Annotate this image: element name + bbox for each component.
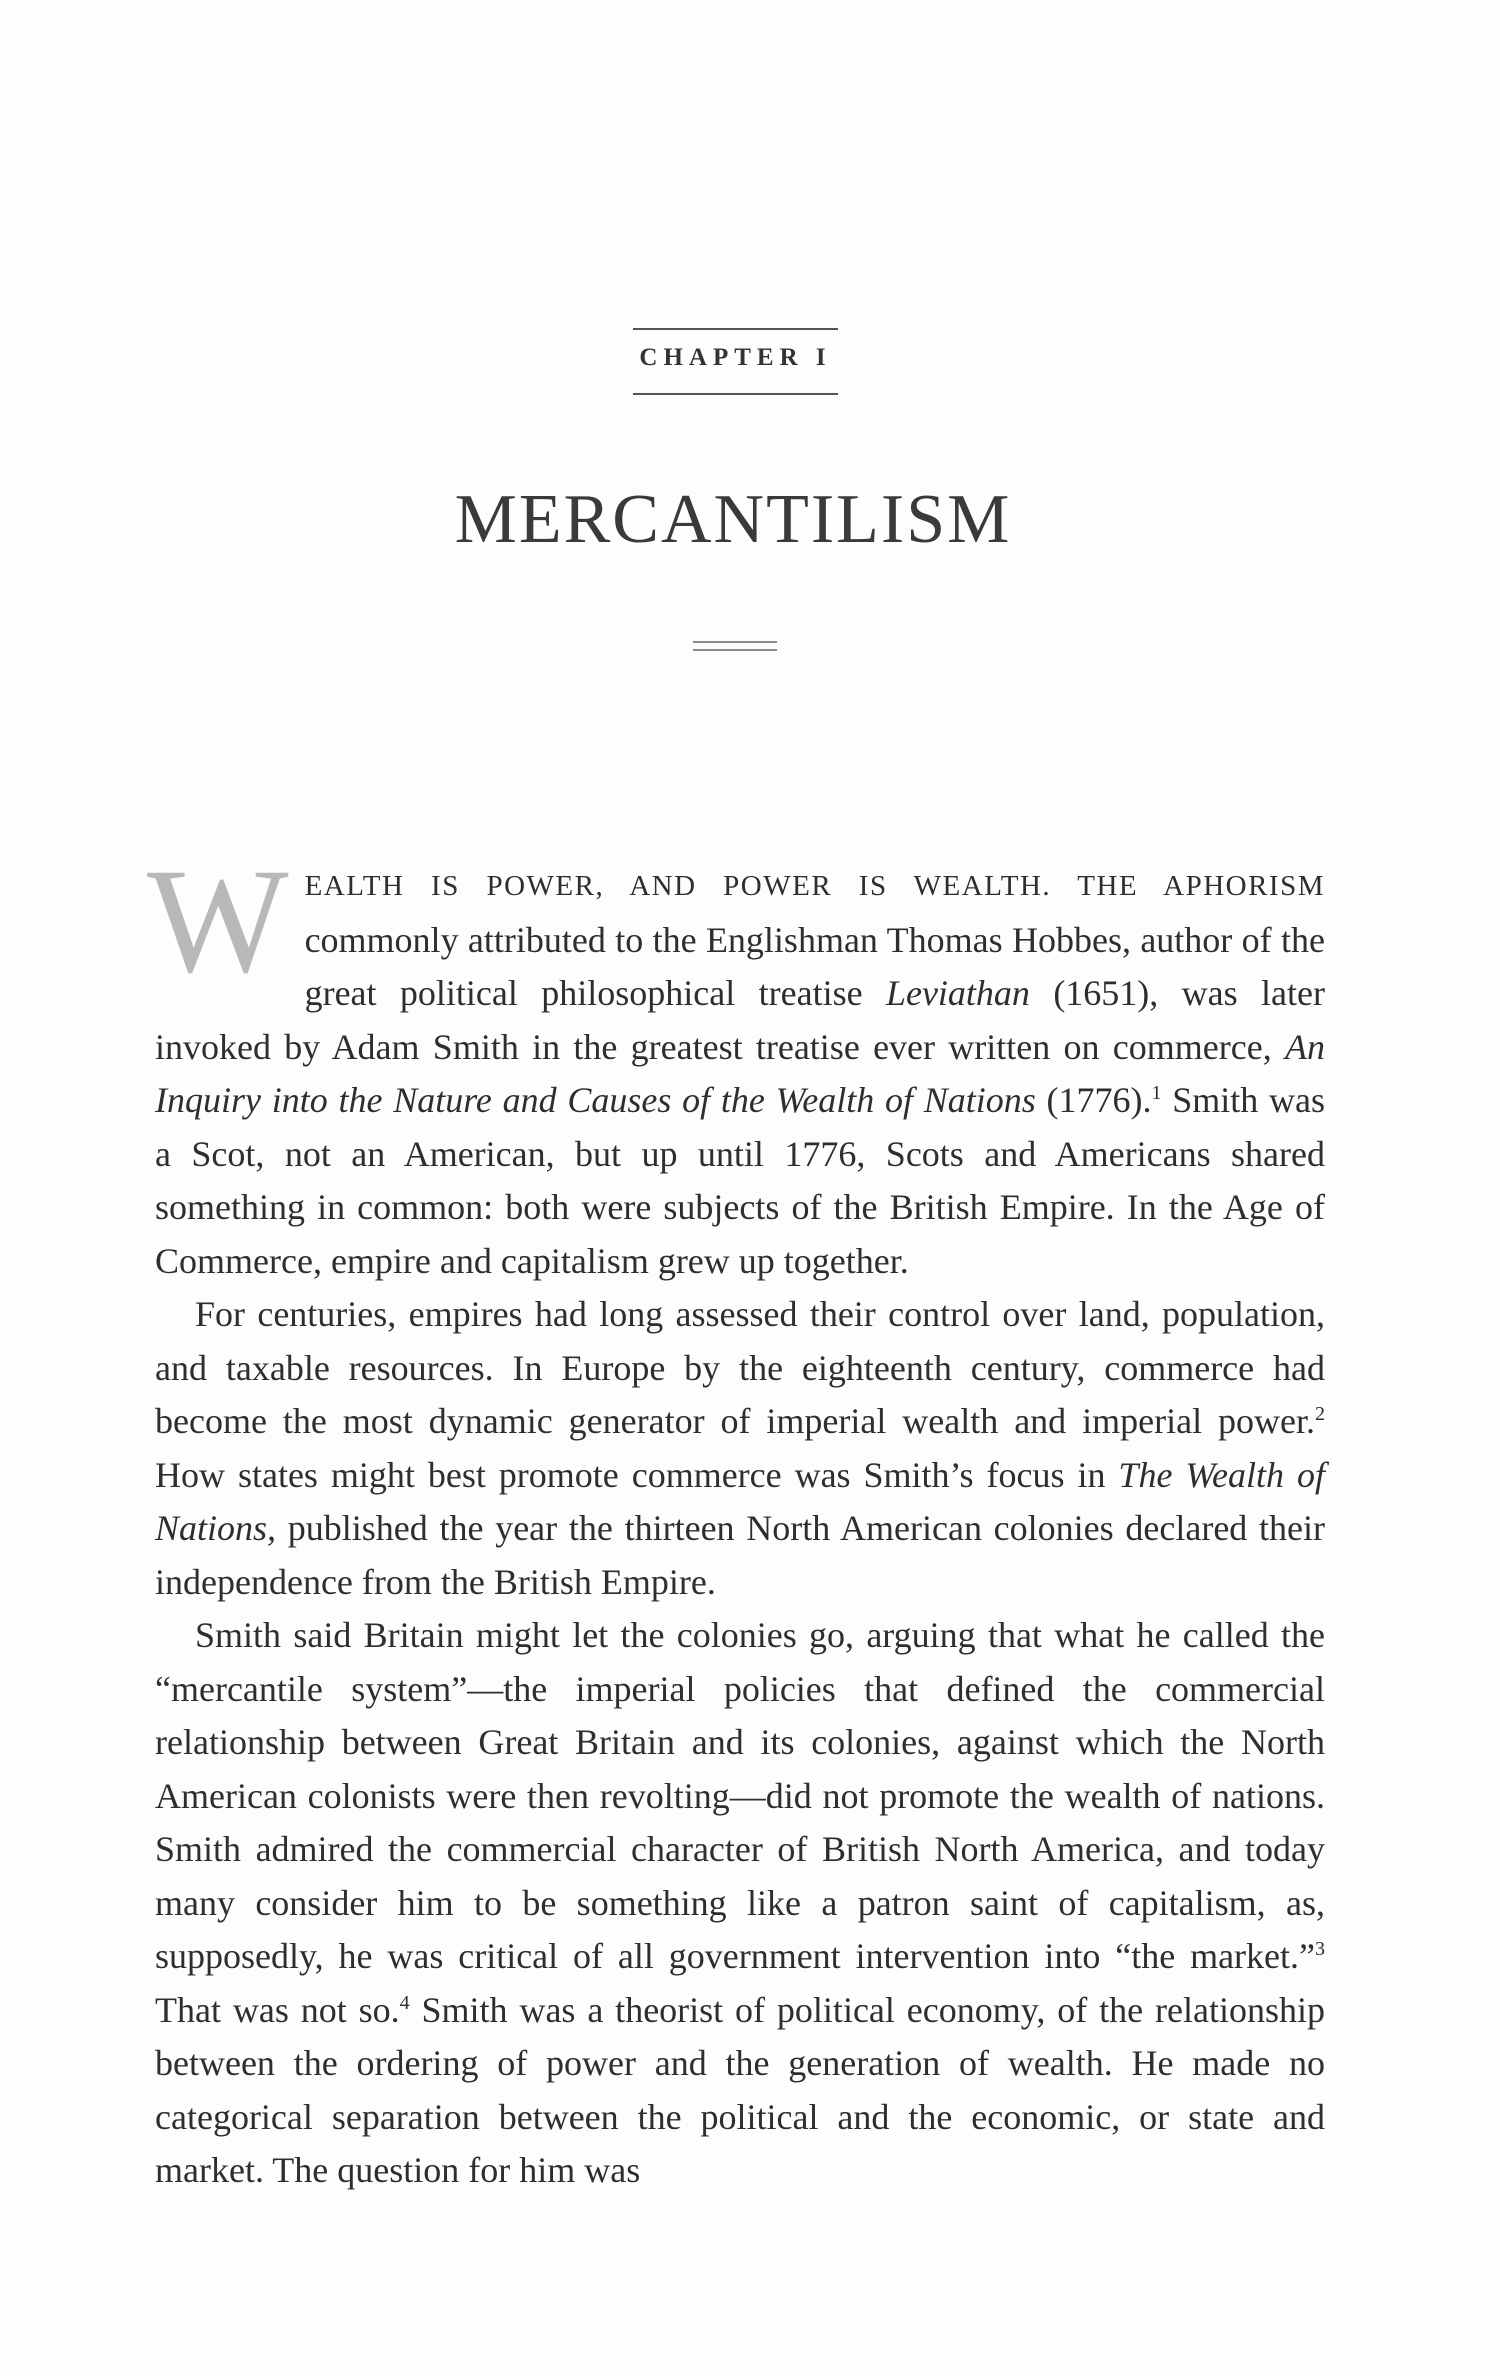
paragraph-1-text-b: (1651), was later invoked by Adam Smith in the greatest treatise ever written on commerce,	[155, 973, 1326, 1067]
body-text	[147, 838, 1326, 2198]
title-ornament-bottom	[693, 649, 777, 651]
chapter-rule-bottom	[633, 393, 838, 395]
title-ornament-top	[693, 641, 777, 643]
drop-cap: W	[147, 838, 289, 1004]
chapter-rule-top	[633, 328, 838, 330]
paragraph-2-text-a: For centuries, empires had long assessed their control over land, population, and taxable resources. In Europe by the eighteenth century, commerce had become the most dynamic generator of imperial wealth and imperial power.	[155, 1294, 1325, 1441]
title-wealth-of-nations: The Wealth of Nations,	[155, 1454, 1326, 1548]
paragraph-1	[147, 838, 1326, 1288]
paragraph-3-text-b: That was not so.	[155, 1989, 400, 2030]
title-wealth-of-nations-full: An Inquiry into the Nature and Causes of the Wealth of Nations	[155, 1026, 1325, 1120]
footnote-ref-2: 2	[1315, 1403, 1325, 1425]
paragraph-3	[155, 1609, 1325, 2198]
footnote-ref-3: 3	[1315, 1938, 1325, 1960]
opening-line: EALTH IS POWER, AND POWER IS WEALTH. THE APHORISM	[304, 870, 1325, 902]
chapter-title: MERCANTILISM	[454, 481, 1012, 558]
paragraph-1-text-c: (1776).	[1035, 1080, 1152, 1120]
footnote-ref-4: 4	[399, 1991, 410, 2014]
title-leviathan: Leviathan	[885, 973, 1030, 1013]
chapter-label: CHAPTER I	[639, 344, 832, 371]
paragraph-2-text-c: published the year the thirteen North American colonies declared their independence from the British Empire.	[155, 1508, 1325, 1602]
footnote-ref-1: 1	[1151, 1082, 1162, 1104]
paragraph-2-text-b: How states might best promote commerce was Smith’s focus in	[155, 1454, 1119, 1495]
paragraph-3-text-c: Smith was a theorist of political economy, of the relationship between the ordering of power and the generation of wealth. He made no categorical separation between the political and the economic, or state and market. The question for him was	[155, 1989, 1326, 2190]
paragraph-1-text-d: Smith was a Scot, not an American, but up until 1776, Scots and Americans shared something in common: both were subjects of the British Empire. In the Age of Commerce, empire and capitalism grew up together.	[155, 1080, 1326, 1281]
paragraph-3-text-a: Smith said Britain might let the colonies go, arguing that what he called the “mercantile system”—the imperial policies that defined the commercial relationship between Great Britain and its colonies, against which the North American colonists were then revolting—did not promote the wealth of nations. Smith admired the commercial character of British North America, and today many consider him to be something like a patron saint of capitalism, as, supposedly, he was critical of all government intervention into “the market.”	[155, 1615, 1325, 1976]
paragraph-1-text-a: commonly attributed to the Englishman Thomas Hobbes, author of the great political philosophical treatise	[304, 919, 1325, 1013]
paragraph-2	[155, 1288, 1325, 1609]
